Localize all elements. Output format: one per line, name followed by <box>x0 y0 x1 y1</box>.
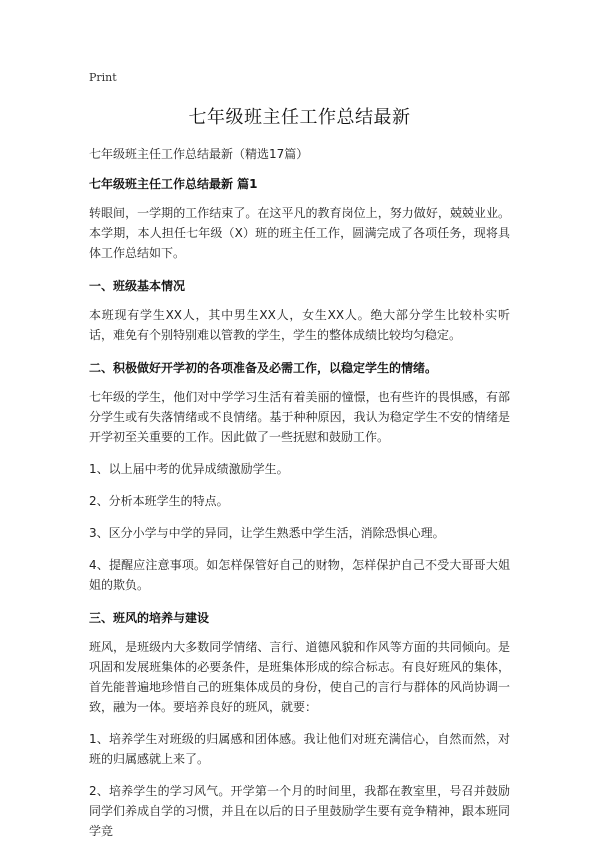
article-heading: 七年级班主任工作总结最新 篇1 <box>89 177 258 191</box>
document-title: 七年级班主任工作总结最新 <box>188 107 411 128</box>
section-heading-class-spirit: 三、班风的培养与建设 <box>89 611 210 625</box>
intro-paragraph: 转眼间，一学期的工作结束了。在这平凡的教育岗位上，努力做好，兢兢业业。本学期，本人担任七年级（X）班的班主任工作，圆满完成了各项任务，现将具体工作总结如下。 <box>89 206 510 260</box>
list-item: 4、提醒应注意事项。如怎样保管好自己的财物，怎样保护自己不受大哥哥大姐姐的欺负。 <box>89 558 510 592</box>
document-subtitle: 七年级班主任工作总结最新（精选17篇） <box>89 147 309 161</box>
list-item: 1、培养学生对班级的归属感和团体感。我让他们对班充满信心，自然而然，对班的归属感就上来了。 <box>89 732 510 766</box>
list-item: 2、培养学生的学习风气。开学第一个月的时间里，我都在教室里，号召并鼓励同学们养成自学的习惯，并且在以后的日子里鼓励学生要有竞争精神，跟本班同学竞 <box>89 784 510 838</box>
section-paragraph-class-spirit: 班风，是班级内大多数同学情绪、言行、道德风貌和作风等方面的共同倾向。是巩固和发展班集体的必要条件，是班集体形成的综合标志。有良好班风的集体，首先能普遍地珍惜自己的班集体成员的身份，使自己的言行与群体的风尚协调一致，融为一体。要培养良好的班风，就要： <box>89 640 510 714</box>
list-item: 1、以上届中考的优异成绩激励学生。 <box>89 462 289 476</box>
list-item: 3、区分小学与中学的异同，让学生熟悉中学生活，消除恐惧心理。 <box>89 526 445 540</box>
list-item: 2、分析本班学生的特点。 <box>89 494 229 508</box>
section-heading-preparation: 二、积极做好开学初的各项准备及必需工作，以稳定学生的情绪。 <box>89 361 438 375</box>
section-paragraph-preparation: 七年级的学生，他们对中学学习生活有着美丽的憧憬，也有些许的畏惧感，有部分学生或有失落情绪或不良情绪。基于种种原因，我认为稳定学生不安的情绪是开学初至关重要的工作。因此做了一些抚慰和鼓励工作。 <box>89 390 510 444</box>
section-paragraph-class-info: 本班现有学生XX人，其中男生XX人，女生XX人。绝大部分学生比较朴实听话，难免有个别特别难以管教的学生，学生的整体成绩比较均匀稳定。 <box>89 308 510 342</box>
print-label[interactable]: Print <box>89 71 117 84</box>
section-heading-class-info: 一、班级基本情况 <box>89 279 186 293</box>
